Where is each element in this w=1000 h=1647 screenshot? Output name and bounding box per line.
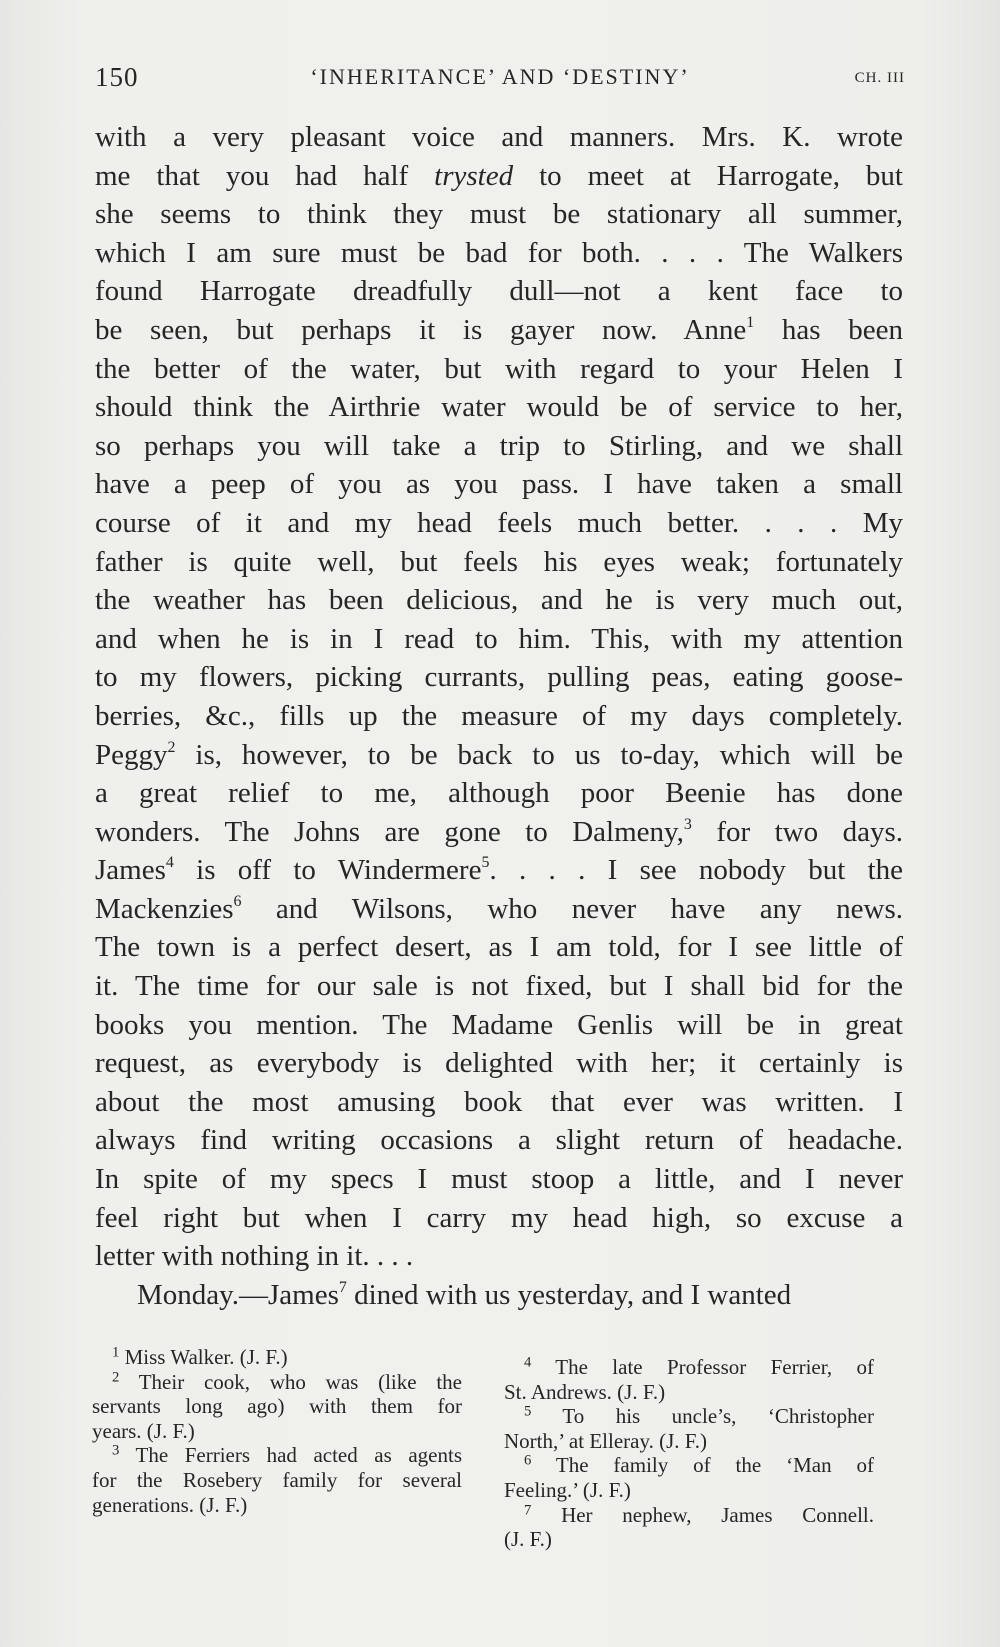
text-line: a great relief to me, although poor Beenie has done	[95, 777, 903, 810]
text-line: always find writing occasions a slight return of headache.	[95, 1124, 903, 1157]
text-line: about the most amusing book that ever was written. I	[95, 1085, 903, 1118]
text-line: Monday.—James$^7$ dined with us yesterday, and I wanted	[137, 1278, 792, 1311]
running-head	[95, 62, 905, 98]
footnote-line: St. Andrews. (J. F.)	[504, 1379, 666, 1404]
text-line: In spite of my specs I must stoop a little, and I never	[95, 1163, 903, 1196]
chapter-label: CH. III	[854, 70, 905, 86]
text-line: and when he is in I read to him. This, with my attention	[95, 622, 903, 655]
text-line: should think the Airthrie water would be of service to her,	[95, 391, 903, 424]
text-line: be seen, but perhaps it is gayer now. Anne$^1$ has been	[95, 313, 903, 346]
text-line: have a peep of you as you pass. I have taken a small	[95, 468, 903, 501]
footnotes-left-column	[92, 1345, 462, 1517]
footnote-line: $^4$ The late Professor Ferrier, of	[524, 1354, 874, 1379]
footnote-line: North,’ at Elleray. (J. F.)	[504, 1428, 708, 1453]
text-line: with a very pleasant voice and manners. Mrs. K. wrote	[95, 121, 903, 153]
text-line: books you mention. The Madame Genlis will be in great	[95, 1008, 903, 1041]
footnote-ref: 1	[746, 314, 755, 332]
footnote-number: 4	[524, 1354, 532, 1371]
text-line: me that you had half trysted to meet at Harrogate, but	[95, 159, 903, 192]
body-text	[95, 118, 903, 1314]
footnote-line: (J. F.)	[504, 1527, 552, 1552]
text-line: Mackenzies$^6$ and Wilsons, who never have any news.	[95, 892, 903, 925]
text-line: father is quite well, but feels his eyes weak; fortunately	[95, 545, 903, 578]
footnote-line: $^6$ The family of the ‘Man of	[524, 1453, 874, 1478]
text-line: the better of the water, but with regard to your Helen I	[95, 352, 903, 385]
running-title: ‘INHERITANCE’ AND ‘DESTINY’	[310, 64, 690, 89]
footnote-ref: 6	[233, 892, 242, 910]
italic-word: trysted	[434, 159, 514, 192]
text-line: feel right but when I carry my head high, so excuse a	[95, 1201, 903, 1234]
footnote-line: $^7$ Her nephew, James Connell.	[524, 1502, 874, 1527]
text-line: letter with nothing in it. . . .	[95, 1240, 414, 1273]
footnote-ref: 4	[165, 854, 174, 872]
footnote-line: $^1$ Miss Walker. (J. F.)	[112, 1344, 288, 1369]
text-line: course of it and my head feels much better. . . . My	[95, 506, 903, 539]
text-line: The town is a perfect desert, as I am told, for I see little of	[95, 931, 903, 964]
page-number: 150	[95, 62, 139, 92]
footnote-number: 2	[112, 1369, 120, 1386]
text-line: it. The time for our sale is not fixed, but I shall bid for the	[95, 970, 903, 1003]
text-line: found Harrogate dreadfully dull—not a kent face to	[95, 275, 903, 308]
footnote-line: servants long ago) with them for	[92, 1394, 462, 1419]
footnote-number: 1	[112, 1344, 120, 1361]
footnotes	[92, 1345, 904, 1555]
text-line: berries, &c., fills up the measure of my days completely.	[95, 699, 903, 732]
text-line: request, as everybody is delighted with her; it certainly is	[95, 1047, 903, 1080]
text-line: she seems to think they must be stationary all summer,	[95, 198, 903, 231]
footnote-ref: 2	[167, 738, 176, 756]
footnote-ref: 3	[683, 815, 692, 833]
footnote-line: Feeling.’ (J. F.)	[504, 1477, 631, 1502]
footnote-number: 6	[524, 1453, 532, 1470]
footnote-ref: 7	[338, 1278, 347, 1296]
text-line: wonders. The Johns are gone to Dalmeny,$^3$ for two days.	[95, 815, 903, 848]
text-line: which I am sure must be bad for both. . . . The Walkers	[95, 236, 903, 269]
text-line: James$^4$ is off to Windermere$^5$. . . . I see nobody but the	[95, 854, 904, 887]
footnote-line: $^3$ The Ferriers had acted as agents	[112, 1443, 462, 1468]
footnote-line: years. (J. F.)	[92, 1418, 195, 1443]
footnote-number: 7	[524, 1502, 532, 1519]
footnotes-right-column	[504, 1355, 874, 1552]
text-line: the weather has been delicious, and he is very much out,	[95, 584, 903, 617]
text-line: so perhaps you will take a trip to Stirling, and we shall	[95, 429, 903, 462]
footnote-line: $^5$ To his uncle’s, ‘Christopher	[524, 1403, 874, 1429]
text-line: to my flowers, picking currants, pulling peas, eating goose-	[95, 661, 903, 694]
footnote-line: for the Rosebery family for several	[92, 1467, 462, 1492]
text-line: Peggy$^2$ is, however, to be back to us to-day, which will be	[95, 738, 903, 771]
footnote-number: 5	[524, 1403, 532, 1420]
footnote-line: generations. (J. F.)	[92, 1492, 248, 1517]
footnote-number: 3	[112, 1443, 120, 1460]
footnote-ref: 5	[481, 854, 490, 872]
footnote-line: $^2$ Their cook, who was (like the	[112, 1369, 462, 1394]
